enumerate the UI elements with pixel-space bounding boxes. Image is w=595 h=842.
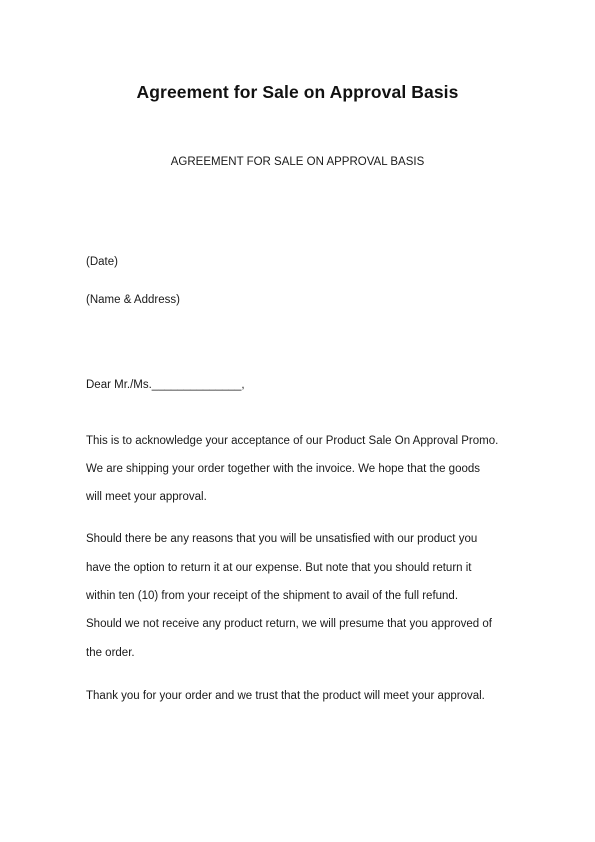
- page-title: Agreement for Sale on Approval Basis: [136, 82, 459, 102]
- paragraph1-line: will meet your approval.: [86, 491, 207, 503]
- paragraph1-line: We are shipping your order together with the invoice. We hope that the goods: [86, 463, 481, 475]
- paragraph2-line: have the option to return it at our expense. But note that you should return it: [86, 562, 472, 574]
- closing-line: Thank you for your order and we trust that the product will meet your approval.: [86, 690, 485, 702]
- name-address-placeholder: (Name & Address): [86, 294, 180, 306]
- salutation: Dear Mr./Ms.______________,: [86, 379, 245, 391]
- date-placeholder: (Date): [86, 256, 118, 268]
- paragraph2-line: within ten (10) from your receipt of the shipment to avail of the full refund.: [86, 590, 459, 602]
- paragraph2-line: Should we not receive any product return, we will presume that you approved of: [86, 618, 492, 630]
- document-subtitle: AGREEMENT FOR SALE ON APPROVAL BASIS: [170, 156, 425, 168]
- paragraph2-line: Should there be any reasons that you will be unsatisfied with our product you: [86, 533, 478, 545]
- paragraph2-line: the order.: [86, 647, 135, 659]
- paragraph1-line: This is to acknowledge your acceptance of our Product Sale On Approval Promo.: [86, 435, 499, 447]
